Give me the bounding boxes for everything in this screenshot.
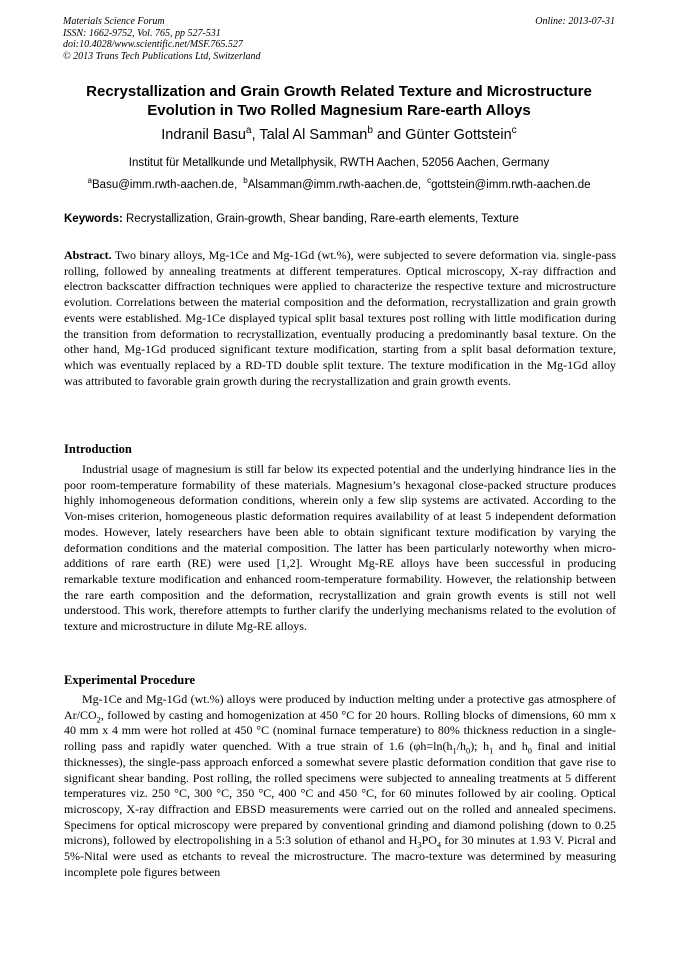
text-run: /h — [456, 739, 466, 754]
author-separator: , — [251, 127, 260, 143]
journal-issn: ISSN: 1662-9752, Vol. 765, pp 527-531 — [63, 27, 221, 39]
email-link[interactable]: Basu@imm.rwth-aachen.de, — [92, 179, 238, 191]
keywords — [64, 212, 616, 226]
author-name: Günter Gottstein — [405, 127, 512, 143]
author-name: Indranil Basu — [161, 127, 246, 143]
subscript: 4 — [436, 840, 442, 850]
text-run: for 30 minutes at 1.93 V. Picral and 5%-Nital were used as etchants to reveal the microstructure. The macro-texture was determined by measuring incomplete pole figures between — [64, 833, 616, 879]
email-marker: c — [427, 176, 432, 186]
author-name: Talal Al Samman — [259, 127, 368, 143]
paper-title: Recrystallization and Grain Growth Related Texture and Microstructure Evolution in Two Rolled Magnesium Rare-earth Alloys — [86, 83, 592, 119]
experimental-paragraph — [64, 692, 616, 880]
abstract-label: Abstract. — [64, 248, 112, 262]
journal-copyright: © 2013 Trans Tech Publications Ltd, Switzerland — [63, 50, 261, 62]
journal-header — [63, 16, 615, 62]
keywords-text: Recrystallization, Grain-growth, Shear banding, Rare-earth elements, Texture — [122, 213, 519, 225]
text-run: and h — [493, 739, 528, 754]
text-run: , followed by casting and homogenization at 450 °C for 20 hours. Rolling blocks of dimensions, 60 mm x 40 mm x 4 mm were hot rolled at 450 °C (nominal furnace temperature) to 80% thickness reduction in a single-rolling pass and rapidly water quenched. With a true strain of 1.6 (φh=ln(h — [64, 707, 616, 754]
author-separator: and — [373, 127, 406, 143]
section-heading-experimental: Experimental Procedure — [64, 673, 196, 687]
author-marker: a — [245, 125, 252, 137]
email-list — [60, 178, 618, 192]
subscript: 3 — [417, 840, 422, 850]
abstract — [64, 248, 616, 389]
online-date: Online: 2013-07-31 — [535, 16, 615, 27]
section-heading-introduction: Introduction — [64, 442, 132, 456]
author-list — [60, 126, 618, 144]
subscript: 1 — [452, 746, 457, 756]
subscript: 0 — [527, 746, 532, 756]
journal-name: Materials Science Forum — [63, 16, 165, 27]
email-marker: a — [87, 176, 92, 186]
text-run: Mg-1Ce and Mg-1Gd (wt.%) alloys were produced by induction melting under a protective gas atmosphere of Ar/CO — [64, 692, 616, 722]
affiliation: Institut für Metallkunde und Metallphysik, RWTH Aachen, 52056 Aachen, Germany — [128, 157, 550, 169]
journal-doi: doi:10.4028/www.scientific.net/MSF.765.527 — [63, 39, 243, 50]
keywords-label: Keywords: — [64, 213, 123, 225]
subscript: 2 — [96, 715, 101, 725]
text-run: final and initial thicknesses), the single-pass approach enforced a somewhat severe plastic deformation condition that gave rise to significant shear banding. Post rolling, the rolled specimens were subjected to annealing treatments at 5 different temperatures viz. 250 °C, 300 °C, 350 °C, 400 °C and 450 °C, for 60 minutes followed by air cooling. Optical microscopy, X-ray diffraction and EBSD measurements were carried out on the rolled and annealed specimens. Specimens for optical microscopy were prepared by conventional grinding and diamond polishing (down to 0.25 microns), followed by electropolishing in a 5:3 solution of ethanol and H — [64, 739, 616, 848]
email-link[interactable]: Alsamman@imm.rwth-aachen.de, — [247, 179, 422, 191]
introduction-paragraph: Industrial usage of magnesium is still far below its expected potential and the underlying hindrance lies in the poor room-temperature formability of these materials. Magnesium’s hexagonal close-packed structure produces highly inhomogeneous deformation conditions, wherein only a few slip systems are activated. According to the Von-mises criterion, homogeneous plastic deformation requires availability of at least 5 independent deformation modes. However, lately researchers have been able to obtain significant texture modification by varying the deformation conditions and the material composition. The latter has been particularly noteworthy when micro-additions of rare earth (RE) were used [1,2]. Wrought Mg-RE alloys have been successful in producing remarkable texture modification and enhanced room-temperature formability. However, the relationship between the rare earth composition and the deformation, recrystallization and grain growth events is still not well understood. This work, therefore attempts to further clarify the underlying mechanisms related to the evolution of texture and microstructure in dilute Mg-RE alloys. — [64, 462, 616, 634]
subscript: 1 — [489, 746, 494, 756]
text-run: PO — [421, 833, 437, 848]
abstract-text: Two binary alloys, Mg-1Ce and Mg-1Gd (wt.%), were subjected to severe deformation via. single-pass rolling, followed by annealing treatments at different temperatures. Optical microscopy, X-ray diffraction and electron backscatter diffraction techniques were applied to characterize the respective texture and microstructure evolution. Correlations between the material composition and the deformation, recrystallization and grain growth events were established. Mg-1Ce displayed typical split basal textures post rolling with little modification during the transition from deformation to recrystallization, eventually producing a predominantly basal texture. On the other hand, Mg-1Gd produced significant texture modification, starting from a split basal deformation texture, which was eventually replaced by a RD-TD double split texture. The texture modification in the Mg-1Gd alloy was attributed to favorable grain growth during the recrystallization and grain growth events. — [64, 248, 616, 388]
text-run: ); h — [470, 739, 490, 754]
email-link[interactable]: gottstein@imm.rwth-aachen.de — [431, 179, 591, 191]
email-marker: b — [243, 176, 248, 186]
subscript: 0 — [466, 746, 471, 756]
author-marker: b — [367, 125, 373, 137]
author-marker: c — [511, 125, 517, 137]
